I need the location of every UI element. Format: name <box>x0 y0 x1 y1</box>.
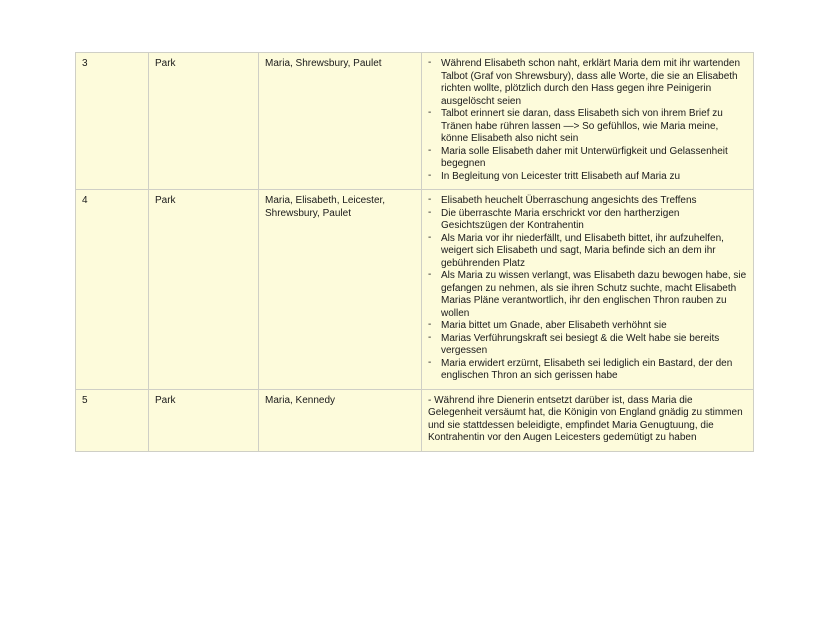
list-item-text: Als Maria zu wissen verlangt, was Elisabeth dazu bewogen habe, sie gefangen zu nehmen, als sie ihren Schutz suchte, macht Elisabeth Marias Pläne verantwortlich, ihr den englischen Thron rauben zu wollen <box>441 270 747 319</box>
table-row <box>76 53 754 190</box>
list-item-text: Während Elisabeth schon naht, erklärt Maria dem mit ihr wartenden Talbot (Graf von Shrewsbury), dass alle Worte, die sie an Elisabeth richten wollte, plötzlich durch den Hass gegen ihre Peinigerin ausgelöscht seien <box>441 58 741 107</box>
bullet-dash: - <box>428 356 432 368</box>
list-item-text: Talbot erinnert sie daran, dass Elisabeth sich von ihrem Brief zu Tränen habe rühren lassen —> So gefühllos, wie Maria meine, könne Elisabeth also nicht sein <box>441 108 723 144</box>
bullet-dash: - <box>428 107 432 118</box>
scene-place: Park <box>155 394 176 406</box>
list-item <box>428 195 748 208</box>
list-item <box>428 108 748 146</box>
scene-place: Park <box>155 58 176 69</box>
bullet-dash: - <box>428 57 432 68</box>
list-item <box>428 270 748 320</box>
content-text: - Während ihre Dienerin entsetzt darüber ist, dass Maria die Gelegenheit versäumt hat, die Königin von England gnädig zu stimmen und sie stattdessen beleidigte, empfindet Maria Genugtuung, die Kontrahentin vor den Augen Leicesters gedemütigt zu haben <box>428 394 743 443</box>
scene-place: Park <box>155 195 176 206</box>
scene-number-cell <box>76 190 149 390</box>
bullet-dash: - <box>428 206 432 218</box>
place-cell <box>149 190 259 390</box>
list-item <box>428 358 748 383</box>
scene-number: 5 <box>82 394 88 406</box>
scene-persons: Maria, Shrewsbury, Paulet <box>265 58 382 69</box>
bullet-dash: - <box>428 231 432 243</box>
table-row <box>76 389 754 451</box>
list-item <box>428 208 748 233</box>
persons-cell <box>259 190 422 390</box>
list-item-text: In Begleitung von Leicester tritt Elisabeth auf Maria zu <box>441 170 681 182</box>
persons-cell <box>259 53 422 190</box>
list-item-text: Marias Verführungskraft sei besiegt & die Welt habe sie bereits vergessen <box>441 332 720 356</box>
scene-number-cell <box>76 53 149 190</box>
scene-number: 3 <box>82 58 88 69</box>
place-cell <box>149 389 259 451</box>
list-item-text: Maria solle Elisabeth daher mit Unterwürfigkeit und Gelassenheit begegnen <box>441 145 728 169</box>
list-item-text: Maria bittet um Gnade, aber Elisabeth verhöhnt sie <box>441 320 667 331</box>
list-item-text: Elisabeth heuchelt Überraschung angesichts des Treffens <box>441 195 697 206</box>
bullet-dash: - <box>428 269 432 280</box>
content-cell <box>422 190 754 390</box>
scene-persons: Maria, Elisabeth, Leicester, Shrewsbury, Paulet <box>265 195 386 219</box>
place-cell <box>149 53 259 190</box>
list-item-text: Die überraschte Maria erschrickt vor den hartherzigen Gesichtszügen der Kontrahentin <box>441 207 680 231</box>
bullet-dash: - <box>428 331 432 343</box>
scene-number-cell <box>76 389 149 451</box>
list-item <box>428 58 748 108</box>
content-list <box>428 195 748 383</box>
bullet-dash: - <box>428 319 432 330</box>
persons-cell <box>259 389 422 451</box>
scene-persons: Maria, Kennedy <box>265 394 336 406</box>
list-item <box>428 320 748 333</box>
scene-table <box>75 52 754 452</box>
list-item <box>428 333 748 358</box>
list-item <box>428 146 748 171</box>
list-item-text: Maria erwidert erzürnt, Elisabeth sei lediglich ein Bastard, der den englischen Thron an sich gerissen habe <box>441 357 733 381</box>
bullet-dash: - <box>428 144 432 156</box>
list-item <box>428 171 748 184</box>
table-row <box>76 190 754 390</box>
content-list <box>428 58 748 183</box>
content-cell <box>422 53 754 190</box>
list-item <box>428 233 748 271</box>
bullet-dash: - <box>428 169 432 181</box>
content-cell <box>422 389 754 451</box>
scene-number: 4 <box>82 195 88 206</box>
list-item-text: Als Maria vor ihr niederfällt, und Elisabeth bittet, ihr aufzuhelfen, weigert sich Elisabeth und sagt, Maria befinde sich an dem ihr gebührenden Platz <box>441 232 724 269</box>
bullet-dash: - <box>428 194 432 205</box>
